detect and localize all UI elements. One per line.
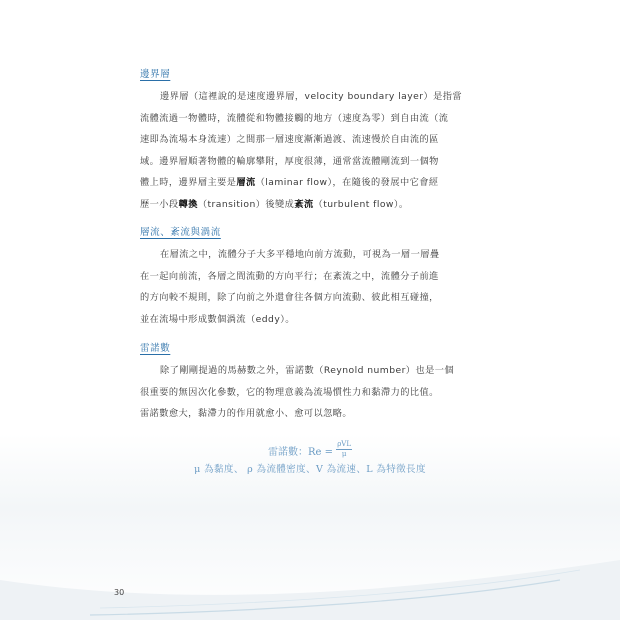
formula-legend: μ 為黏度、 ρ 為流體密度、V 為流速、L 為特徵長度 <box>194 464 426 475</box>
text-run: 體上時，邊界層主要是 <box>140 177 237 188</box>
paragraph <box>140 86 480 215</box>
decorative-swoosh <box>0 520 620 620</box>
bold-term: 轉換 <box>178 198 198 210</box>
page-number: 30 <box>114 588 125 597</box>
paragraph <box>140 244 480 330</box>
text-line <box>140 194 480 216</box>
section-heading: 邊界層 <box>140 69 171 80</box>
text-line: 的方向較不規則，除了向前之外還會往各個方向流動、彼此相互碰撞， <box>140 292 439 303</box>
reynolds-formula <box>160 440 460 462</box>
text-line: 雷諾數愈大，黏滯力的作用就愈小、愈可以忽略。 <box>140 408 353 419</box>
text-line: 域。邊界層順著物體的輪廓攀附，厚度很薄，通常當流體剛流到一個物 <box>140 155 439 167</box>
text-line: 速即為流場本身流速）之間那一層速度漸漸過渡、流速慢於自由流的區 <box>140 134 439 145</box>
text-run: （transition）後變成 <box>197 198 295 210</box>
text-line <box>140 172 480 194</box>
text-line: 除了剛剛提過的馬赫數之外，雷諾數（Reynold number）也是一個 <box>160 365 454 376</box>
text-line: 在一起向前流，各層之間流動的方向平行；在紊流之中，流體分子前進 <box>140 270 439 282</box>
text-line: 很重要的無因次化參數，它的物理意義為流場慣性力和黏滯力的比值。 <box>140 386 439 398</box>
text-run: 歷一小段 <box>140 198 179 210</box>
formula-label: 雷諾數：Re = <box>267 447 333 458</box>
text-line: 流體流過一物體時，流體從和物體接觸的地方（速度為零）到自由流（流 <box>140 112 449 124</box>
section-reynolds-number <box>140 340 480 425</box>
section-boundary-layer <box>140 66 480 215</box>
text-run: （laminar flow），在隨後的發展中它會經 <box>255 177 439 188</box>
text-line: 並在流場中形成數個渦流（eddy）。 <box>140 313 295 325</box>
section-heading: 層流、紊流與渦流 <box>140 227 221 238</box>
formula-denominator: μ <box>341 450 347 458</box>
text-line: 邊界層（這裡說的是速度邊界層，velocity boundary layer）是指當 <box>160 91 463 102</box>
text-line: 在層流之中，流體分子大多平穩地向前方流動，可視為一層一層疊 <box>160 249 440 260</box>
text-run: （turbulent flow）。 <box>313 198 409 210</box>
bold-term: 層流 <box>236 177 256 188</box>
bold-term: 紊流 <box>294 198 314 210</box>
section-laminar-turbulent-eddy <box>140 224 480 330</box>
formula-numerator: ρVL <box>337 440 352 448</box>
section-heading: 雷諾數 <box>140 343 171 354</box>
paragraph <box>140 360 480 425</box>
formula-fraction <box>336 440 352 459</box>
